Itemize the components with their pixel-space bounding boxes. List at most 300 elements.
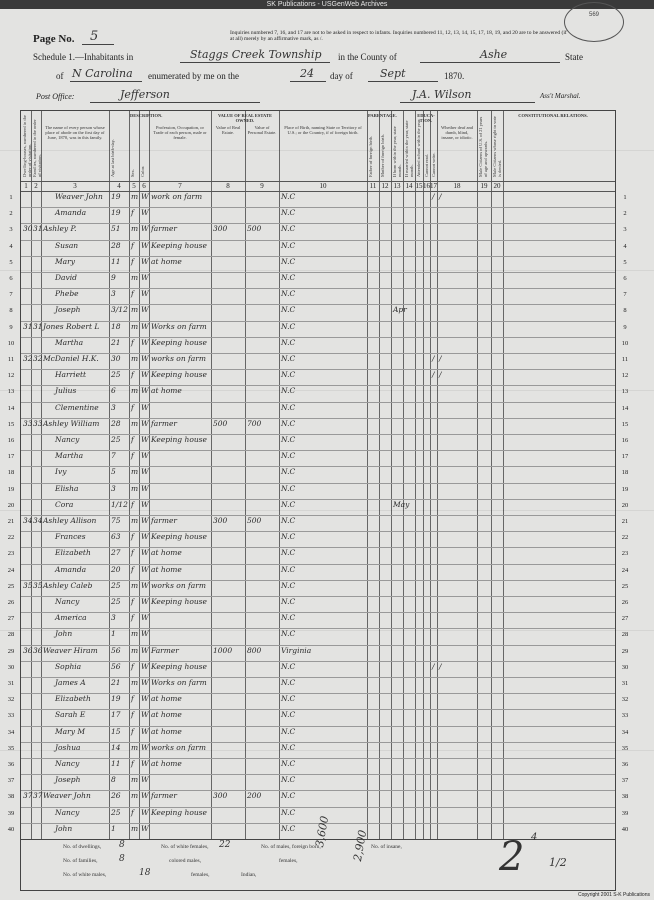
cell-name: Mary xyxy=(55,256,75,266)
cell-age: 27 xyxy=(111,548,121,558)
cell-sex: f xyxy=(131,208,134,218)
column-divider xyxy=(503,111,504,839)
cell-birth: N.C xyxy=(281,597,296,606)
column-number: 19 xyxy=(480,182,488,190)
cell-age: 20 xyxy=(111,564,121,574)
cell-re: 300 xyxy=(213,791,228,801)
cell-birth: N.C xyxy=(281,775,296,785)
cell-age: 17 xyxy=(111,710,121,720)
post-office-label: Post Office: xyxy=(36,92,75,101)
year-value: 1870. xyxy=(444,71,465,81)
column-header: Profession, Occupation, or Trade of each person, male or female. xyxy=(153,125,207,140)
cell-age: 25 xyxy=(111,435,121,444)
cell-pe: 200 xyxy=(247,791,262,801)
cell-birth: N.C xyxy=(281,678,296,687)
cell-age: 7 xyxy=(111,451,116,461)
cell-f: 35 xyxy=(33,580,43,590)
cell-sex: m xyxy=(131,580,139,590)
cell-age: 3/12 xyxy=(111,305,128,315)
cell-birth: N.C xyxy=(281,467,296,477)
row-number-left: 12 xyxy=(7,372,15,380)
cell-color: W xyxy=(141,208,149,218)
cell-color: W xyxy=(141,759,149,768)
row-number-left: 11 xyxy=(7,356,15,363)
county-label: in the County of xyxy=(338,52,397,62)
cell-c16: / xyxy=(432,192,435,201)
cell-color: W xyxy=(141,613,149,623)
white-females-value: 22 xyxy=(219,840,231,850)
cell-color: W xyxy=(141,435,149,444)
cell-birth: N.C xyxy=(281,256,296,266)
row-number-right: 20 xyxy=(621,501,629,509)
row-number-left: 7 xyxy=(9,291,13,299)
row-number-left: 36 xyxy=(7,761,15,768)
cell-color: W xyxy=(141,710,149,720)
cell-color: W xyxy=(141,661,149,671)
column-header: Cannot write. xyxy=(431,152,436,177)
cell-sex: m xyxy=(131,354,139,363)
row-number-left: 27 xyxy=(7,615,15,623)
column-number: 16 xyxy=(423,182,430,190)
row-number-left: 32 xyxy=(7,696,15,704)
cell-birth: N.C xyxy=(281,370,296,380)
cell-occ: Keeping house xyxy=(151,337,207,347)
row-number-right: 36 xyxy=(621,761,629,768)
cell-sex: f xyxy=(131,435,134,444)
column-divider xyxy=(41,111,42,839)
cell-name: McDaniel H.K. xyxy=(43,354,99,363)
cell-d: 35 xyxy=(23,580,33,590)
cell-sex: m xyxy=(131,629,139,639)
cell-name: Susan xyxy=(55,240,79,250)
cell-age: 14 xyxy=(111,742,121,752)
cell-color: W xyxy=(141,678,149,687)
row-number-right: 38 xyxy=(621,793,629,801)
column-header: Father of foreign birth. xyxy=(368,135,373,177)
cell-age: 3 xyxy=(111,289,116,299)
row-number-left: 6 xyxy=(9,275,13,282)
row-number-left: 40 xyxy=(7,825,15,833)
row-number-right: 34 xyxy=(621,728,629,736)
cell-sex: m xyxy=(131,823,139,833)
cell-name: Sarah E xyxy=(55,710,86,720)
column-divider xyxy=(129,111,130,839)
cell-occ: works on farm xyxy=(151,354,206,363)
cell-color: W xyxy=(141,742,149,752)
cell-birth: N.C xyxy=(281,273,296,282)
column-number: 11 xyxy=(369,182,377,190)
column-divider xyxy=(403,111,404,839)
cell-age: 1 xyxy=(111,629,116,639)
cell-occ: at home xyxy=(151,759,182,768)
row-number-right: 5 xyxy=(623,258,627,266)
row-number-right: 30 xyxy=(621,663,629,671)
cell-sex: f xyxy=(131,759,134,768)
column-header: Value of Personal Estate. xyxy=(247,125,277,135)
row-number-right: 19 xyxy=(621,485,629,493)
cell-sex: m xyxy=(131,516,139,525)
cell-birth: N.C xyxy=(281,240,296,250)
cell-birth: N.C xyxy=(281,224,296,234)
column-divider xyxy=(437,111,438,839)
cell-birth: N.C xyxy=(281,791,296,801)
column-header: Value of Real Estate. xyxy=(215,125,241,135)
row-number-left: 25 xyxy=(7,582,15,590)
cell-name: David xyxy=(55,273,77,282)
cell-f: 37 xyxy=(33,791,43,801)
cell-color: W xyxy=(141,467,149,477)
column-number: 18 xyxy=(453,182,461,190)
cell-age: 26 xyxy=(111,791,121,801)
cell-f: 36 xyxy=(33,645,43,655)
families-value: 8 xyxy=(119,854,125,864)
stamp-number: 569 xyxy=(588,12,599,18)
column-divider xyxy=(423,111,424,839)
page-label: Page No. xyxy=(33,33,75,45)
cell-name: Nancy xyxy=(55,759,80,768)
colored-males-label: colored males, xyxy=(169,858,202,864)
cell-color: W xyxy=(141,499,149,509)
cell-age: 11 xyxy=(111,759,121,768)
cell-d: 31 xyxy=(23,321,33,331)
cell-c17: / xyxy=(439,370,442,380)
cell-name: Ashley William xyxy=(43,418,100,428)
column-divider xyxy=(211,111,212,839)
column-number: 6 xyxy=(142,182,146,190)
cell-sex: f xyxy=(131,564,134,574)
day-value: 24 xyxy=(300,67,314,80)
column-divider xyxy=(477,111,478,839)
cell-name: Amanda xyxy=(55,208,87,218)
cell-sex: f xyxy=(131,240,134,250)
column-number: 12 xyxy=(381,182,389,190)
cell-color: W xyxy=(141,645,149,655)
cell-occ: Keeping house xyxy=(151,435,207,444)
row-number-left: 31 xyxy=(7,680,15,687)
row-number-left: 13 xyxy=(7,388,15,396)
cell-name: Elisha xyxy=(55,483,79,493)
row-number-left: 3 xyxy=(9,226,13,234)
cell-f: 34 xyxy=(33,516,43,525)
scan-artifact xyxy=(0,750,654,751)
row-number-right: 7 xyxy=(623,291,627,299)
tally-read: 4 xyxy=(531,832,538,843)
row-number-left: 1 xyxy=(9,194,13,201)
cell-sex: f xyxy=(131,710,134,720)
cell-birth: N.C xyxy=(281,402,296,412)
cell-sex: f xyxy=(131,499,134,509)
cell-d: 32 xyxy=(23,354,33,363)
cell-birth: N.C xyxy=(281,386,296,396)
page-number: 5 xyxy=(90,29,99,44)
cell-age: 63 xyxy=(111,532,121,542)
cell-age: 75 xyxy=(111,516,121,525)
cell-sex: m xyxy=(131,273,139,282)
column-number: 20 xyxy=(493,182,501,190)
cell-birth: N.C xyxy=(281,435,296,444)
cell-birth: N.C xyxy=(281,661,296,671)
cell-occ: at home xyxy=(151,710,182,720)
cell-birth: N.C xyxy=(281,483,296,493)
column-divider xyxy=(491,111,492,839)
insane-label: No. of insane, xyxy=(371,844,402,850)
cell-birth: N.C xyxy=(281,548,296,558)
cell-d: 37 xyxy=(23,791,33,801)
cell-age: 5 xyxy=(111,467,116,477)
column-header: Place of Birth, naming State or Territory of U.S.; or the Country, if of foreign birth. xyxy=(284,125,362,135)
column-divider xyxy=(31,111,32,839)
column-divider xyxy=(415,111,416,839)
row-number-right: 23 xyxy=(621,550,629,558)
cell-age: 21 xyxy=(111,678,121,687)
column-number: 15 xyxy=(415,182,423,190)
cell-color: W xyxy=(141,532,149,542)
column-divider xyxy=(149,111,150,839)
column-divider xyxy=(379,111,380,839)
cell-color: W xyxy=(141,370,149,380)
row-number-right: 16 xyxy=(621,437,629,444)
cell-d: 34 xyxy=(23,516,33,525)
cell-occ: Keeping house xyxy=(151,661,207,671)
cell-age: 19 xyxy=(111,192,121,201)
row-number-left: 21 xyxy=(7,518,15,525)
cell-age: 19 xyxy=(111,208,121,218)
scan-artifact xyxy=(0,270,654,271)
column-group-header: VALUE OF REAL ESTATE OWNED. xyxy=(218,113,272,123)
row-number-left: 2 xyxy=(9,210,13,218)
cell-age: 30 xyxy=(111,354,121,363)
row-number-right: 26 xyxy=(621,599,629,606)
cell-name: Joseph xyxy=(55,305,81,315)
row-number-right: 32 xyxy=(621,696,629,704)
cell-color: W xyxy=(141,516,149,525)
row-number-left: 8 xyxy=(9,307,13,315)
row-number-left: 30 xyxy=(7,663,15,671)
cell-name: Harriett xyxy=(55,370,87,380)
cell-occ: at home xyxy=(151,548,182,558)
cell-pe: 800 xyxy=(247,645,262,655)
cell-age: 6 xyxy=(111,386,116,396)
inquiry-note: Inquiries numbered 7, 16, and 17 are not to be asked in respect to infants. Inquiries numbered 11, 12, 13, 14, 15, 17, 18, 19, and 20 are to be answered (if at all) merely by an affirmative mark, as /. xyxy=(230,30,567,42)
cell-age: 15 xyxy=(111,726,121,736)
row-number-right: 25 xyxy=(621,582,629,590)
row-number-right: 13 xyxy=(621,388,629,396)
row-number-left: 22 xyxy=(7,534,15,542)
cell-birth: N.C xyxy=(281,759,296,768)
cell-birth: N.C xyxy=(281,823,296,833)
copyright-notice: Copyright 2001 S-K Publications xyxy=(578,892,650,898)
cell-occ: Keeping house xyxy=(151,240,207,250)
row-number-left: 23 xyxy=(7,550,15,558)
cell-color: W xyxy=(141,580,149,590)
cell-birth: N.C xyxy=(281,354,296,363)
white-males-label: No. of white males, xyxy=(63,872,107,878)
column-number: 14 xyxy=(405,182,413,190)
scan-artifact xyxy=(0,150,654,151)
column-divider xyxy=(245,111,246,839)
cell-name: Nancy xyxy=(55,597,80,606)
column-header: Male Citizens whose right to vote is denied. xyxy=(492,116,502,177)
cell-c17: / xyxy=(439,192,442,201)
row-number-left: 17 xyxy=(7,453,15,461)
white-males-value: 18 xyxy=(139,868,151,878)
cell-color: W xyxy=(141,483,149,493)
cell-sex: m xyxy=(131,775,139,785)
column-number: 10 xyxy=(319,182,327,190)
row-number-left: 39 xyxy=(7,809,15,817)
row-number-right: 10 xyxy=(621,339,629,347)
cell-name: Phebe xyxy=(55,289,79,299)
cell-age: 1/12 xyxy=(111,499,128,509)
cell-color: W xyxy=(141,289,149,299)
row-number-left: 29 xyxy=(7,647,15,655)
cell-d: 33 xyxy=(23,418,33,428)
cell-birth: N.C xyxy=(281,499,296,509)
row-number-right: 11 xyxy=(621,356,629,363)
cell-sex: f xyxy=(131,613,134,623)
row-number-right: 29 xyxy=(621,647,629,655)
cell-name: Amanda xyxy=(55,564,87,574)
cell-name: Elizabeth xyxy=(55,548,91,558)
row-number-right: 22 xyxy=(621,534,629,542)
post-office-value: Jefferson xyxy=(120,88,170,101)
cell-occ: Works on farm xyxy=(151,678,207,687)
cell-name: Weaver Hiram xyxy=(43,645,98,655)
cell-sex: m xyxy=(131,192,139,201)
cell-occ: Keeping house xyxy=(151,807,207,817)
cell-age: 28 xyxy=(111,418,121,428)
column-header: If married within the year, state month. xyxy=(404,120,414,177)
cell-birth: N.C xyxy=(281,694,296,704)
colored-females-label: females, xyxy=(191,872,210,878)
cell-birth: N.C xyxy=(281,418,296,428)
cell-age: 51 xyxy=(111,224,121,234)
column-header: Age at last birth-day. xyxy=(110,139,115,177)
column-divider xyxy=(430,111,431,839)
cell-sex: m xyxy=(131,321,139,331)
row-number-right: 6 xyxy=(623,275,627,282)
column-divider xyxy=(279,111,280,839)
cell-color: W xyxy=(141,321,149,331)
cell-name: Ashley Caleb xyxy=(43,580,93,590)
cell-f: 33 xyxy=(33,418,43,428)
cell-name: Martha xyxy=(55,337,84,347)
cell-age: 9 xyxy=(111,273,116,282)
cell-occ: Keeping house xyxy=(151,597,207,606)
column-number: 17 xyxy=(430,182,437,190)
cell-color: W xyxy=(141,402,149,412)
cell-age: 25 xyxy=(111,807,121,817)
archive-stamp xyxy=(564,2,624,42)
marshal-label: Ass't Marshal. xyxy=(540,92,581,100)
cell-pe: 500 xyxy=(247,516,262,525)
cell-sex: f xyxy=(131,289,134,299)
cell-birth: N.C xyxy=(281,807,296,817)
month-value: Sept xyxy=(380,67,406,80)
column-divider xyxy=(139,111,140,839)
cell-birth: N.C xyxy=(281,710,296,720)
cell-color: W xyxy=(141,305,149,315)
cell-birth: N.C xyxy=(281,629,296,639)
cell-birth: N.C xyxy=(281,580,296,590)
cell-color: W xyxy=(141,240,149,250)
dwellings-label: No. of dwellings, xyxy=(63,844,102,850)
cell-sex: f xyxy=(131,548,134,558)
cell-birth: N.C xyxy=(281,305,296,315)
row-number-right: 17 xyxy=(621,453,629,461)
row-number-left: 33 xyxy=(7,712,15,720)
column-group-header: PARENTAGE. xyxy=(368,113,397,118)
cell-color: W xyxy=(141,548,149,558)
row-number-right: 31 xyxy=(621,680,629,687)
cell-name: Jones Robert L xyxy=(43,321,100,331)
cell-age: 3 xyxy=(111,402,116,412)
cell-name: Clementine xyxy=(55,402,99,412)
cell-re: 300 xyxy=(213,224,228,234)
tally-deaf: 1/2 xyxy=(549,856,567,869)
cell-birth: N.C xyxy=(281,289,296,299)
cell-name: Julius xyxy=(55,386,77,396)
column-header: Families, numbered in the order of visitation. xyxy=(32,119,42,177)
column-header: Sex. xyxy=(130,169,135,177)
cell-name: Ashley Allison xyxy=(43,516,97,525)
white-females-label: No. of white females, xyxy=(161,844,209,850)
cell-occ: at home xyxy=(151,386,182,396)
cell-occ: at home xyxy=(151,256,182,266)
cell-age: 25 xyxy=(111,580,121,590)
row-number-left: 16 xyxy=(7,437,15,444)
cell-name: Weaver John xyxy=(43,791,91,801)
cell-sex: m xyxy=(131,791,139,801)
cell-occ: at home xyxy=(151,694,182,704)
column-header: Attended school within the year. xyxy=(416,118,421,177)
row-number-right: 12 xyxy=(621,372,629,380)
row-number-right: 27 xyxy=(621,615,629,623)
row-number-right: 37 xyxy=(621,777,629,785)
cell-color: W xyxy=(141,726,149,736)
row-number-right: 8 xyxy=(623,307,627,315)
tally-school: 2 xyxy=(499,834,525,880)
cell-pe: 700 xyxy=(247,418,262,428)
cell-sex: f xyxy=(131,597,134,606)
females-foreign-label: females, xyxy=(279,858,298,864)
cell-age: 19 xyxy=(111,694,121,704)
cell-age: 3 xyxy=(111,613,116,623)
row-number-right: 3 xyxy=(623,226,627,234)
cell-color: W xyxy=(141,224,149,234)
column-header: The name of every person whose place of abode on the first day of June, 1870, was in this family. xyxy=(45,125,105,140)
cell-color: W xyxy=(141,337,149,347)
cell-name: Joseph xyxy=(55,775,81,785)
cell-occ: Works on farm xyxy=(151,321,207,331)
column-number: 8 xyxy=(226,182,230,190)
state-label: State xyxy=(565,52,583,62)
cell-sex: m xyxy=(131,386,139,396)
day-of-label: day of xyxy=(330,71,353,81)
cell-d: 36 xyxy=(23,645,33,655)
row-number-left: 24 xyxy=(7,566,15,574)
row-number-left: 28 xyxy=(7,631,15,639)
cell-birth: N.C xyxy=(281,726,296,736)
row-number-right: 2 xyxy=(623,210,627,218)
cell-color: W xyxy=(141,451,149,461)
cell-birth: N.C xyxy=(281,564,296,574)
cell-sex: m xyxy=(131,467,139,477)
cell-occ: farmer xyxy=(151,224,177,234)
column-number: 3 xyxy=(73,182,77,190)
cell-name: Joshua xyxy=(55,742,81,752)
enumerated-label: enumerated by me on the xyxy=(148,71,239,81)
